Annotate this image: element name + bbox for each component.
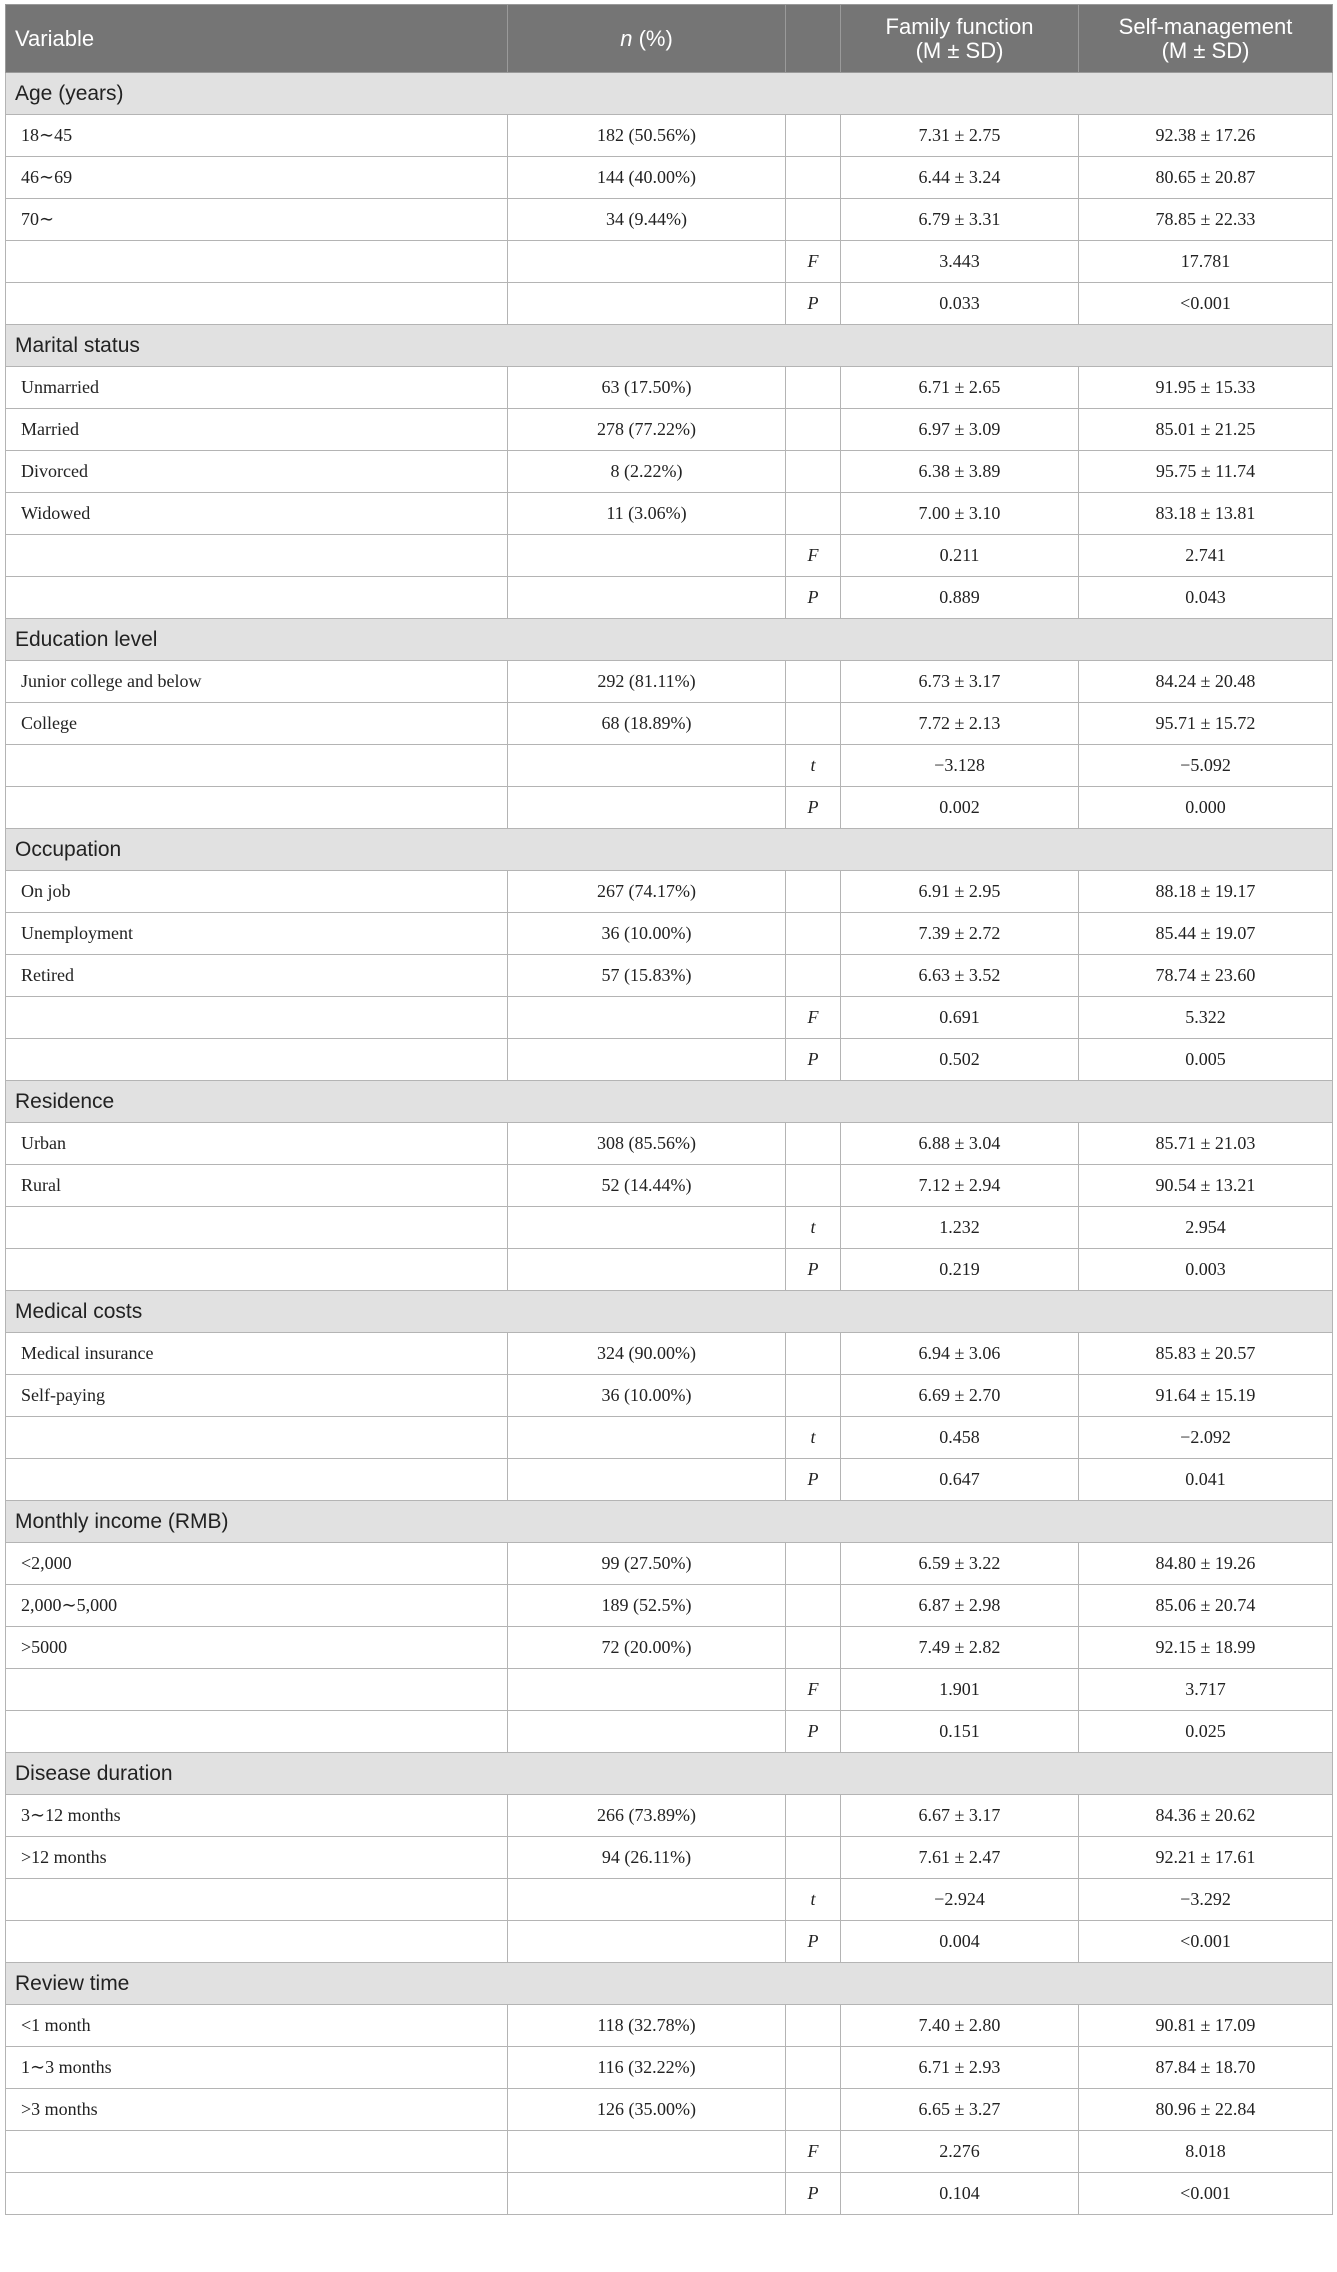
table-row <box>6 1795 1333 1837</box>
empty-n-cell <box>508 535 786 577</box>
family-function-stat: 0.647 <box>841 1459 1079 1501</box>
family-function-cell: 6.91 ± 2.95 <box>841 871 1079 913</box>
section-header-row <box>6 1963 1333 2005</box>
family-function-stat: −3.128 <box>841 745 1079 787</box>
table-row <box>6 199 1333 241</box>
family-function-stat: 0.004 <box>841 1921 1079 1963</box>
family-function-stat: 1.901 <box>841 1669 1079 1711</box>
stat-row <box>6 1459 1333 1501</box>
statistic-symbol: t <box>786 1879 841 1921</box>
table-row <box>6 1627 1333 1669</box>
statistic-cell <box>786 1627 841 1669</box>
empty-label-cell <box>6 1879 508 1921</box>
stat-row <box>6 1207 1333 1249</box>
section-title: Disease duration <box>6 1753 1333 1795</box>
empty-label-cell <box>6 1249 508 1291</box>
empty-label-cell <box>6 2173 508 2215</box>
family-function-stat: 0.033 <box>841 283 1079 325</box>
statistic-cell <box>786 913 841 955</box>
self-management-cell: 92.21 ± 17.61 <box>1079 1837 1333 1879</box>
empty-label-cell <box>6 745 508 787</box>
empty-label-cell <box>6 535 508 577</box>
section-title: Education level <box>6 619 1333 661</box>
n-percent-cell: 68 (18.89%) <box>508 703 786 745</box>
family-function-cell: 6.73 ± 3.17 <box>841 661 1079 703</box>
n-percent-cell: 118 (32.78%) <box>508 2005 786 2047</box>
n-percent-cell: 182 (50.56%) <box>508 115 786 157</box>
empty-n-cell <box>508 1921 786 1963</box>
table-row <box>6 1585 1333 1627</box>
family-function-cell: 6.94 ± 3.06 <box>841 1333 1079 1375</box>
self-management-cell: 85.44 ± 19.07 <box>1079 913 1333 955</box>
table-row <box>6 2047 1333 2089</box>
stat-row <box>6 283 1333 325</box>
self-management-cell: 85.83 ± 20.57 <box>1079 1333 1333 1375</box>
statistic-symbol: P <box>786 1039 841 1081</box>
category-label: >3 months <box>6 2089 508 2131</box>
family-function-cell: 7.12 ± 2.94 <box>841 1165 1079 1207</box>
self-management-cell: 91.95 ± 15.33 <box>1079 367 1333 409</box>
family-function-stat: 0.151 <box>841 1711 1079 1753</box>
self-management-cell: 92.38 ± 17.26 <box>1079 115 1333 157</box>
self-management-stat: −5.092 <box>1079 745 1333 787</box>
n-percent-cell: 57 (15.83%) <box>508 955 786 997</box>
empty-label-cell <box>6 1921 508 1963</box>
statistic-cell <box>786 703 841 745</box>
self-management-cell: 87.84 ± 18.70 <box>1079 2047 1333 2089</box>
header-percent: (%) <box>632 25 673 51</box>
empty-label-cell <box>6 283 508 325</box>
section-header-row <box>6 1501 1333 1543</box>
statistic-symbol: P <box>786 1249 841 1291</box>
self-management-stat: 0.025 <box>1079 1711 1333 1753</box>
n-percent-cell: 94 (26.11%) <box>508 1837 786 1879</box>
category-label: Medical insurance <box>6 1333 508 1375</box>
empty-label-cell <box>6 997 508 1039</box>
empty-n-cell <box>508 1417 786 1459</box>
section-header-row <box>6 73 1333 115</box>
family-function-cell: 7.61 ± 2.47 <box>841 1837 1079 1879</box>
self-management-cell: 90.54 ± 13.21 <box>1079 1165 1333 1207</box>
statistic-symbol: t <box>786 1207 841 1249</box>
category-label: Widowed <box>6 493 508 535</box>
category-label: 2,000∼5,000 <box>6 1585 508 1627</box>
section-header-row <box>6 325 1333 367</box>
header-family-function-sub: (M ± SD) <box>915 37 1004 63</box>
n-percent-cell: 36 (10.00%) <box>508 1375 786 1417</box>
self-management-stat: 0.041 <box>1079 1459 1333 1501</box>
family-function-stat: 0.889 <box>841 577 1079 619</box>
n-percent-cell: 99 (27.50%) <box>508 1543 786 1585</box>
self-management-stat: 0.003 <box>1079 1249 1333 1291</box>
header-family-function-title: Family function <box>885 13 1034 39</box>
self-management-stat: 5.322 <box>1079 997 1333 1039</box>
n-percent-cell: 36 (10.00%) <box>508 913 786 955</box>
family-function-stat: 0.502 <box>841 1039 1079 1081</box>
table-row <box>6 2089 1333 2131</box>
family-function-cell: 6.88 ± 3.04 <box>841 1123 1079 1165</box>
statistic-symbol: P <box>786 1921 841 1963</box>
n-percent-cell: 324 (90.00%) <box>508 1333 786 1375</box>
family-function-cell: 7.39 ± 2.72 <box>841 913 1079 955</box>
table-row <box>6 115 1333 157</box>
self-management-cell: 78.85 ± 22.33 <box>1079 199 1333 241</box>
self-management-cell: 92.15 ± 18.99 <box>1079 1627 1333 1669</box>
header-self-management-title: Self-management <box>1118 13 1293 39</box>
category-label: Urban <box>6 1123 508 1165</box>
category-label: Unemployment <box>6 913 508 955</box>
category-label: >12 months <box>6 1837 508 1879</box>
statistic-symbol: P <box>786 1459 841 1501</box>
statistic-cell <box>786 2089 841 2131</box>
stat-row <box>6 1417 1333 1459</box>
self-management-cell: 90.81 ± 17.09 <box>1079 2005 1333 2047</box>
n-percent-cell: 266 (73.89%) <box>508 1795 786 1837</box>
n-percent-cell: 189 (52.5%) <box>508 1585 786 1627</box>
stat-row <box>6 241 1333 283</box>
section-header-row <box>6 619 1333 661</box>
table-row <box>6 871 1333 913</box>
header-n-symbol: n <box>620 25 633 51</box>
category-label: Self-paying <box>6 1375 508 1417</box>
header-family-function <box>841 5 1079 73</box>
empty-n-cell <box>508 745 786 787</box>
stat-row <box>6 787 1333 829</box>
family-function-cell: 6.71 ± 2.65 <box>841 367 1079 409</box>
self-management-stat: 3.717 <box>1079 1669 1333 1711</box>
empty-label-cell <box>6 2131 508 2173</box>
self-management-stat: 17.781 <box>1079 241 1333 283</box>
family-function-cell: 7.00 ± 3.10 <box>841 493 1079 535</box>
family-function-cell: 6.97 ± 3.09 <box>841 409 1079 451</box>
self-management-cell: 85.71 ± 21.03 <box>1079 1123 1333 1165</box>
family-function-stat: 2.276 <box>841 2131 1079 2173</box>
section-title: Monthly income (RMB) <box>6 1501 1333 1543</box>
statistic-symbol: F <box>786 241 841 283</box>
family-function-cell: 7.49 ± 2.82 <box>841 1627 1079 1669</box>
empty-label-cell <box>6 1459 508 1501</box>
category-label: Retired <box>6 955 508 997</box>
statistic-cell <box>786 199 841 241</box>
self-management-cell: 80.65 ± 20.87 <box>1079 157 1333 199</box>
family-function-cell: 6.59 ± 3.22 <box>841 1543 1079 1585</box>
statistic-cell <box>786 955 841 997</box>
statistic-cell <box>786 451 841 493</box>
family-function-stat: 0.691 <box>841 997 1079 1039</box>
table-row <box>6 157 1333 199</box>
table-row <box>6 2005 1333 2047</box>
statistic-cell <box>786 115 841 157</box>
statistic-cell <box>786 157 841 199</box>
n-percent-cell: 8 (2.22%) <box>508 451 786 493</box>
self-management-stat: −2.092 <box>1079 1417 1333 1459</box>
self-management-stat: 2.954 <box>1079 1207 1333 1249</box>
family-function-cell: 6.44 ± 3.24 <box>841 157 1079 199</box>
statistic-cell <box>786 409 841 451</box>
demographics-table <box>5 4 1333 2215</box>
statistic-symbol: P <box>786 577 841 619</box>
family-function-cell: 6.79 ± 3.31 <box>841 199 1079 241</box>
family-function-stat: 0.104 <box>841 2173 1079 2215</box>
empty-n-cell <box>508 1459 786 1501</box>
table-row <box>6 661 1333 703</box>
table-row <box>6 1165 1333 1207</box>
empty-n-cell <box>508 787 786 829</box>
table-row <box>6 703 1333 745</box>
table-row <box>6 1333 1333 1375</box>
section-title: Medical costs <box>6 1291 1333 1333</box>
empty-n-cell <box>508 1711 786 1753</box>
family-function-stat: −2.924 <box>841 1879 1079 1921</box>
statistic-cell <box>786 1333 841 1375</box>
family-function-stat: 0.211 <box>841 535 1079 577</box>
empty-n-cell <box>508 997 786 1039</box>
category-label: 18∼45 <box>6 115 508 157</box>
empty-label-cell <box>6 241 508 283</box>
statistic-cell <box>786 1837 841 1879</box>
statistic-symbol: t <box>786 745 841 787</box>
stat-row <box>6 997 1333 1039</box>
self-management-stat: <0.001 <box>1079 1921 1333 1963</box>
empty-n-cell <box>508 2173 786 2215</box>
statistic-cell <box>786 1123 841 1165</box>
empty-n-cell <box>508 2131 786 2173</box>
statistic-symbol: P <box>786 1711 841 1753</box>
statistic-symbol: P <box>786 283 841 325</box>
n-percent-cell: 72 (20.00%) <box>508 1627 786 1669</box>
statistic-symbol: F <box>786 535 841 577</box>
family-function-stat: 1.232 <box>841 1207 1079 1249</box>
statistic-cell <box>786 1165 841 1207</box>
n-percent-cell: 63 (17.50%) <box>508 367 786 409</box>
category-label: College <box>6 703 508 745</box>
self-management-cell: 84.36 ± 20.62 <box>1079 1795 1333 1837</box>
header-self-management-sub: (M ± SD) <box>1161 37 1250 63</box>
family-function-cell: 7.72 ± 2.13 <box>841 703 1079 745</box>
family-function-cell: 6.38 ± 3.89 <box>841 451 1079 493</box>
section-header-row <box>6 1291 1333 1333</box>
statistic-symbol: P <box>786 2173 841 2215</box>
table-row <box>6 1837 1333 1879</box>
empty-label-cell <box>6 1207 508 1249</box>
self-management-stat: <0.001 <box>1079 2173 1333 2215</box>
n-percent-cell: 278 (77.22%) <box>508 409 786 451</box>
self-management-cell: 84.24 ± 20.48 <box>1079 661 1333 703</box>
statistic-symbol: t <box>786 1417 841 1459</box>
category-label: Unmarried <box>6 367 508 409</box>
section-title: Residence <box>6 1081 1333 1123</box>
stat-row <box>6 1921 1333 1963</box>
family-function-cell: 6.71 ± 2.93 <box>841 2047 1079 2089</box>
empty-label-cell <box>6 1711 508 1753</box>
self-management-cell: 85.06 ± 20.74 <box>1079 1585 1333 1627</box>
empty-n-cell <box>508 1249 786 1291</box>
self-management-cell: 78.74 ± 23.60 <box>1079 955 1333 997</box>
self-management-cell: 83.18 ± 13.81 <box>1079 493 1333 535</box>
table-row <box>6 955 1333 997</box>
stat-row <box>6 2173 1333 2215</box>
n-percent-cell: 34 (9.44%) <box>508 199 786 241</box>
category-label: Rural <box>6 1165 508 1207</box>
self-management-stat: 2.741 <box>1079 535 1333 577</box>
statistic-cell <box>786 2047 841 2089</box>
family-function-cell: 6.69 ± 2.70 <box>841 1375 1079 1417</box>
section-header-row <box>6 1753 1333 1795</box>
category-label: 3∼12 months <box>6 1795 508 1837</box>
self-management-stat: 8.018 <box>1079 2131 1333 2173</box>
section-header-row <box>6 829 1333 871</box>
self-management-cell: 95.71 ± 15.72 <box>1079 703 1333 745</box>
self-management-stat: −3.292 <box>1079 1879 1333 1921</box>
empty-label-cell <box>6 1669 508 1711</box>
stat-row <box>6 1669 1333 1711</box>
category-label: Junior college and below <box>6 661 508 703</box>
n-percent-cell: 11 (3.06%) <box>508 493 786 535</box>
family-function-cell: 7.31 ± 2.75 <box>841 115 1079 157</box>
family-function-stat: 0.458 <box>841 1417 1079 1459</box>
n-percent-cell: 126 (35.00%) <box>508 2089 786 2131</box>
stat-row <box>6 1039 1333 1081</box>
n-percent-cell: 144 (40.00%) <box>508 157 786 199</box>
self-management-stat: <0.001 <box>1079 283 1333 325</box>
self-management-cell: 80.96 ± 22.84 <box>1079 2089 1333 2131</box>
self-management-stat: 0.005 <box>1079 1039 1333 1081</box>
family-function-cell: 6.87 ± 2.98 <box>841 1585 1079 1627</box>
statistic-symbol: F <box>786 2131 841 2173</box>
empty-label-cell <box>6 1039 508 1081</box>
family-function-cell: 7.40 ± 2.80 <box>841 2005 1079 2047</box>
table-row <box>6 1375 1333 1417</box>
empty-n-cell <box>508 283 786 325</box>
statistic-cell <box>786 871 841 913</box>
table-body <box>6 73 1333 2215</box>
category-label: 70∼ <box>6 199 508 241</box>
statistic-cell <box>786 1795 841 1837</box>
section-title: Age (years) <box>6 73 1333 115</box>
table-row <box>6 913 1333 955</box>
stat-row <box>6 745 1333 787</box>
header-self-management <box>1079 5 1333 73</box>
table-row <box>6 409 1333 451</box>
statistic-cell <box>786 661 841 703</box>
category-label: <1 month <box>6 2005 508 2047</box>
stat-row <box>6 1711 1333 1753</box>
statistic-symbol: P <box>786 787 841 829</box>
section-title: Marital status <box>6 325 1333 367</box>
stat-row <box>6 1879 1333 1921</box>
table-row <box>6 493 1333 535</box>
table-row <box>6 367 1333 409</box>
self-management-stat: 0.000 <box>1079 787 1333 829</box>
section-title: Occupation <box>6 829 1333 871</box>
empty-label-cell <box>6 787 508 829</box>
n-percent-cell: 116 (32.22%) <box>508 2047 786 2089</box>
self-management-cell: 88.18 ± 19.17 <box>1079 871 1333 913</box>
empty-n-cell <box>508 1669 786 1711</box>
stat-row <box>6 535 1333 577</box>
n-percent-cell: 292 (81.11%) <box>508 661 786 703</box>
statistic-cell <box>786 493 841 535</box>
statistic-symbol: F <box>786 1669 841 1711</box>
table-row <box>6 1123 1333 1165</box>
header-n-percent <box>508 5 786 73</box>
category-label: Married <box>6 409 508 451</box>
header-variable: Variable <box>6 5 508 73</box>
stat-row <box>6 577 1333 619</box>
category-label: On job <box>6 871 508 913</box>
empty-n-cell <box>508 1039 786 1081</box>
self-management-stat: 0.043 <box>1079 577 1333 619</box>
statistic-cell <box>786 2005 841 2047</box>
empty-n-cell <box>508 1207 786 1249</box>
header-row <box>6 5 1333 73</box>
category-label: <2,000 <box>6 1543 508 1585</box>
self-management-cell: 91.64 ± 15.19 <box>1079 1375 1333 1417</box>
family-function-cell: 6.67 ± 3.17 <box>841 1795 1079 1837</box>
stat-row <box>6 2131 1333 2173</box>
statistic-cell <box>786 367 841 409</box>
section-header-row <box>6 1081 1333 1123</box>
header-statistic <box>786 5 841 73</box>
section-title: Review time <box>6 1963 1333 2005</box>
self-management-cell: 85.01 ± 21.25 <box>1079 409 1333 451</box>
category-label: >5000 <box>6 1627 508 1669</box>
statistic-cell <box>786 1375 841 1417</box>
table-row <box>6 451 1333 493</box>
empty-n-cell <box>508 1879 786 1921</box>
statistic-cell <box>786 1585 841 1627</box>
empty-n-cell <box>508 577 786 619</box>
empty-label-cell <box>6 577 508 619</box>
n-percent-cell: 52 (14.44%) <box>508 1165 786 1207</box>
family-function-cell: 6.63 ± 3.52 <box>841 955 1079 997</box>
category-label: Divorced <box>6 451 508 493</box>
category-label: 1∼3 months <box>6 2047 508 2089</box>
category-label: 46∼69 <box>6 157 508 199</box>
table-row <box>6 1543 1333 1585</box>
self-management-cell: 84.80 ± 19.26 <box>1079 1543 1333 1585</box>
stat-row <box>6 1249 1333 1291</box>
statistic-symbol: F <box>786 997 841 1039</box>
family-function-stat: 3.443 <box>841 241 1079 283</box>
empty-label-cell <box>6 1417 508 1459</box>
statistic-cell <box>786 1543 841 1585</box>
n-percent-cell: 267 (74.17%) <box>508 871 786 913</box>
family-function-stat: 0.002 <box>841 787 1079 829</box>
empty-n-cell <box>508 241 786 283</box>
n-percent-cell: 308 (85.56%) <box>508 1123 786 1165</box>
family-function-stat: 0.219 <box>841 1249 1079 1291</box>
family-function-cell: 6.65 ± 3.27 <box>841 2089 1079 2131</box>
self-management-cell: 95.75 ± 11.74 <box>1079 451 1333 493</box>
